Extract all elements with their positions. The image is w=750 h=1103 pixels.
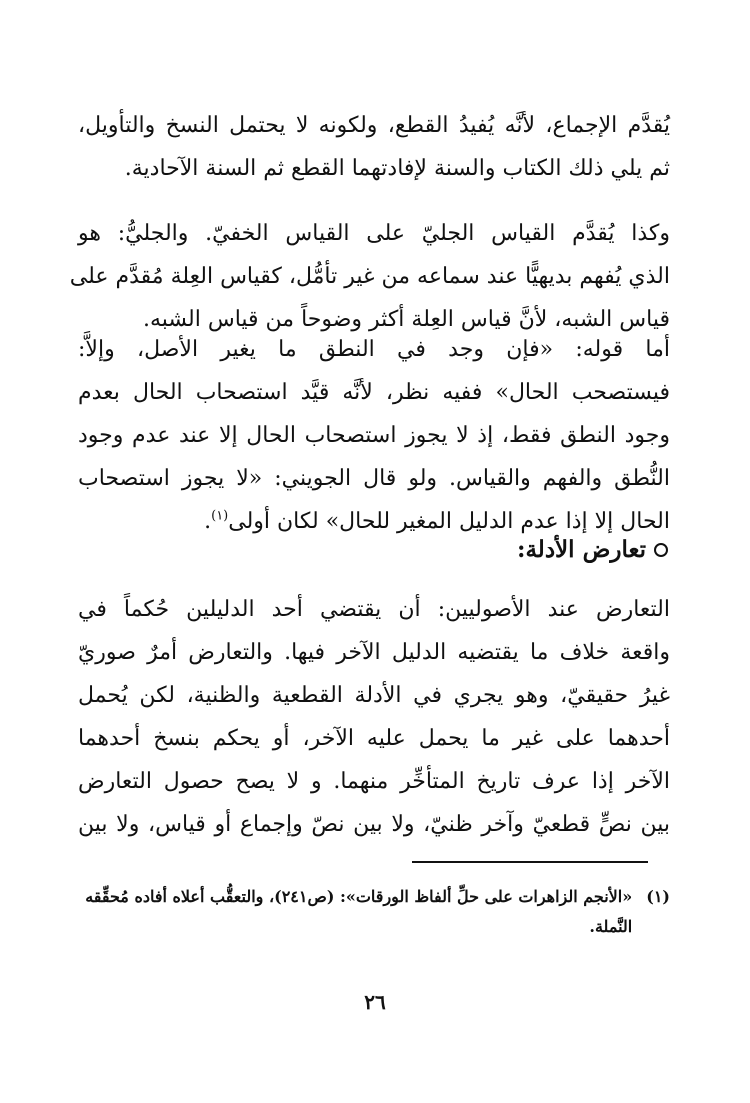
circle-icon: [654, 543, 668, 557]
text-line: أحدهما على غير ما يحمل عليه الآخر، أو يحكم بنسخ أحدهما: [78, 726, 670, 751]
footnote-reference[interactable]: (١): [211, 508, 229, 524]
paragraph-3: [78, 328, 670, 543]
text-line-content: الحال إلا إذا عدم الدليل المغير للحال» لكان أولى: [228, 509, 670, 534]
text-line: الذي يُفهم بديهيًّا عند سماعه من غير تأمُّل، كقياس العِلة مُقدَّم على: [69, 264, 670, 289]
paragraph-1: [78, 104, 670, 190]
section-heading-text: تعارض الأدلة:: [516, 536, 646, 563]
footnote-text: «الأنجم الزاهرات على حلِّ ألفاظ الورقات»: (ص٢٤١)، والتعقُّب أعلاه أفاده مُحقِّقه النَّملة.: [85, 887, 633, 936]
text-line: الحال إلا إذا عدم الدليل المغير للحال» لكان أولى$^{(١)}$.: [204, 508, 670, 534]
text-line: قياس الشبه، لأنَّ قياس العِلة أكثر وضوحاً من قياس الشبه.: [142, 307, 670, 332]
footnote-marker: (١): [646, 887, 670, 906]
paragraph-4: [78, 588, 670, 846]
text-line: وجود النطق فقط، إذ لا يجوز استصحاب الحال إلا عند عدم وجود: [78, 423, 670, 448]
text-line: وكذا يُقدَّم القياس الجليّ على القياس الخفيّ. والجليُّ: هو: [78, 221, 670, 246]
footnote-divider: [412, 861, 648, 863]
text-line: واقعة خلاف ما يقتضيه الدليل الآخر فيها. والتعارض أمرٌ صوريّ: [78, 640, 670, 665]
footnote: [72, 882, 670, 942]
page-number: ٢٦: [364, 990, 386, 1014]
text-line: غيرُ حقيقيّ، وهو يجري في الأدلة القطعية والظنية، لكن يُحمل: [78, 683, 670, 708]
text-line: ثم يلي ذلك الكتاب والسنة لإفادتهما القطع ثم السنة الآحادية.: [124, 156, 670, 181]
text-line: أما قوله: «فإن وجد في النطق ما يغير الأصل، وإلاَّ:: [78, 337, 671, 362]
text-line: التعارض عند الأصوليين: أن يقتضي أحد الدليلين حُكماً في: [78, 597, 670, 622]
text-line: بين نصٍّ قطعيّ وآخر ظنيّ، ولا بين نصّ وإجماع أو قياس، ولا بين: [78, 812, 670, 837]
text-line: فيستصحب الحال» ففيه نظر، لأنَّه قيَّد استصحاب الحال بعدم: [78, 380, 670, 405]
text-line: الآخر إذا عرف تاريخ المتأخِّر منهما. و لا يصح حصول التعارض: [78, 769, 670, 794]
text-line: النُّطق والفهم والقياس. ولو قال الجويني: «لا يجوز استصحاب: [78, 466, 670, 491]
text-line: يُقدَّم الإجماع، لأنَّه يُفيدُ القطع، ولكونه لا يحتمل النسخ والتأويل،: [78, 113, 670, 138]
paragraph-2: [69, 212, 670, 341]
section-heading: [517, 536, 668, 563]
